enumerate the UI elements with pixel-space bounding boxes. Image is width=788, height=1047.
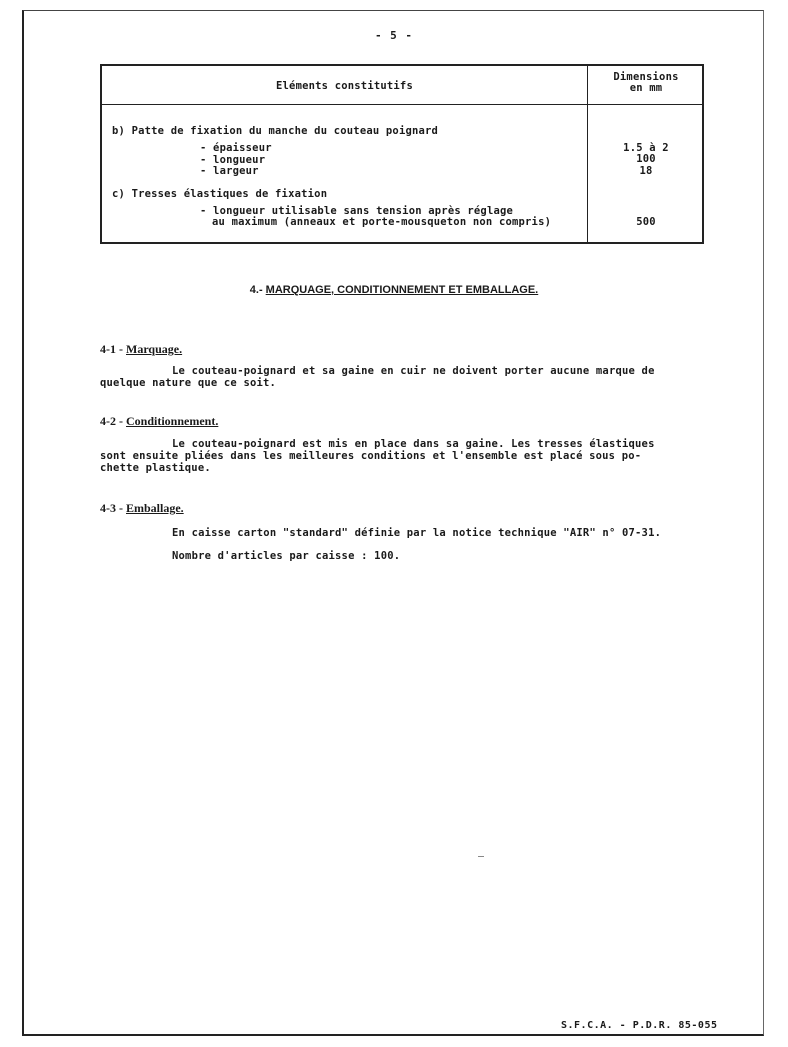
paragraph-line: quelque nature que ce soit. bbox=[100, 377, 277, 389]
stray-mark bbox=[478, 856, 484, 857]
table-item-b: b) Patte de fixation du manche du couteau poignard bbox=[112, 125, 439, 137]
table-row-label: - largeur bbox=[200, 165, 259, 177]
subsection-title: Emballage. bbox=[126, 501, 184, 515]
paragraph-line: En caisse carton "standard" définie par la notice technique "AIR" n° 07-31. bbox=[172, 527, 662, 539]
paragraph-line: Nombre d'articles par caisse : 100. bbox=[172, 550, 401, 562]
footer-reference: S.F.C.A. - P.D.R. 85-055 bbox=[561, 1020, 718, 1031]
paragraph-line: chette plastique. bbox=[100, 462, 211, 474]
subsection-number: 4-1 - bbox=[100, 342, 123, 356]
table-row-value: 500 bbox=[636, 216, 656, 228]
table-header-divider bbox=[102, 104, 702, 105]
table-row-value: 100 bbox=[636, 153, 656, 165]
subsection-heading bbox=[100, 414, 218, 429]
table-row-label: - longueur utilisable sans tension après réglage bbox=[200, 205, 514, 217]
table-row-value: 1.5 à 2 bbox=[623, 142, 669, 154]
subsection-title: Marquage. bbox=[126, 342, 183, 356]
subsection-number: 4-3 - bbox=[100, 501, 123, 515]
section-heading bbox=[0, 284, 788, 296]
section-number: 4.- bbox=[249, 284, 263, 296]
table-row-label: - épaisseur bbox=[200, 142, 272, 154]
table-row-label: - longueur bbox=[200, 154, 266, 166]
dimensions-table bbox=[100, 64, 704, 244]
page-number: - 5 - bbox=[374, 29, 414, 42]
subsection-number: 4-2 - bbox=[100, 414, 123, 428]
table-row-value: 18 bbox=[639, 165, 653, 177]
paragraph-line: Le couteau-poignard et sa gaine en cuir ne doivent porter aucune marque de bbox=[172, 365, 655, 377]
subsection-heading bbox=[100, 501, 184, 516]
table-row-label: au maximum (anneaux et porte-mousqueton non compris) bbox=[212, 216, 552, 228]
table-header-elements: Eléments constitutifs bbox=[276, 80, 413, 92]
paragraph-line: sont ensuite pliées dans les meilleures conditions et l'ensemble est placé sous po- bbox=[100, 450, 642, 462]
paragraph-line: Le couteau-poignard est mis en place dans sa gaine. Les tresses élastiques bbox=[172, 438, 655, 450]
subsection-heading bbox=[100, 342, 182, 357]
table-item-c: c) Tresses élastiques de fixation bbox=[112, 188, 328, 200]
table-header-dimensions: Dimensions en mm bbox=[613, 71, 679, 94]
subsection-title: Conditionnement. bbox=[126, 414, 219, 428]
section-title: MARQUAGE, CONDITIONNEMENT ET EMBALLAGE. bbox=[265, 284, 539, 296]
